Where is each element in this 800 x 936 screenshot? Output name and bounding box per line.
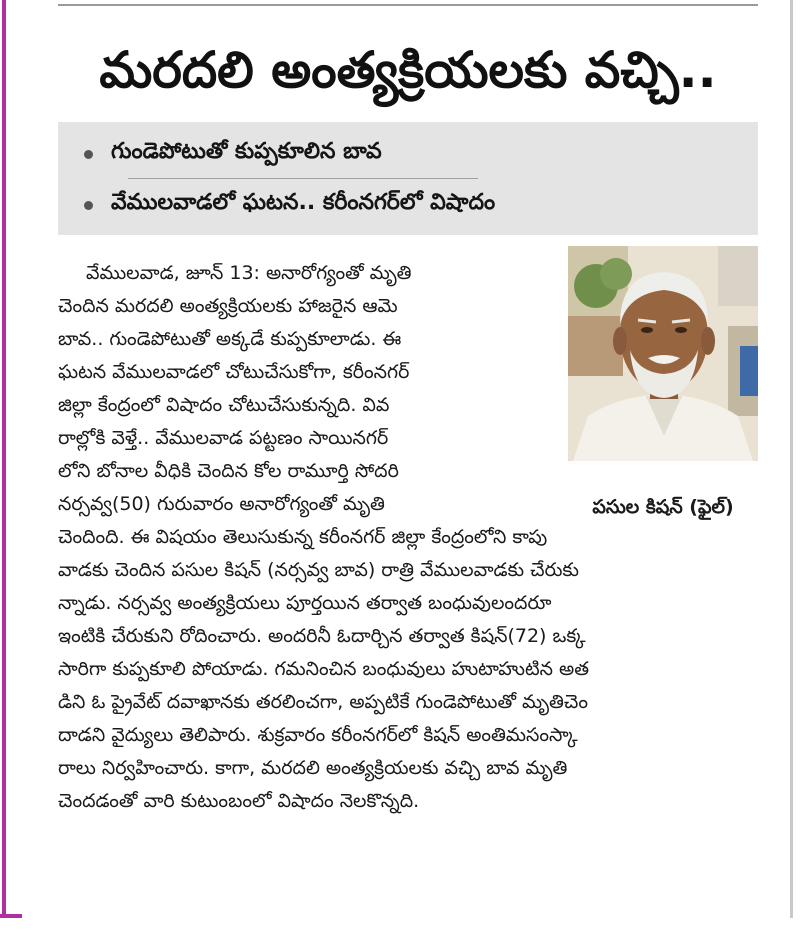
subhead-divider xyxy=(128,178,478,179)
body-text-line: నర్సవ్వ(50) గురువారం అనారోగ్యంతో మృతి xyxy=(58,493,385,515)
body-text-line: వేములవాడ, జూన్‌ 13: అనారోగ్యంతో మృతి xyxy=(86,262,412,284)
body-text-line: న్నాడు. నర్సవ్వ అంత్యక్రియలు పూర్తయిన తర్వాత బంధువులందరూ xyxy=(58,592,552,614)
body-text-line: సారిగా కుప్పకూలి పోయాడు. గమనించిన బంధువులు హుటాహుటిన అత xyxy=(58,658,589,680)
body-text-line: లోని బోనాల వీధికి చెందిన కోల రామూర్తి సోదరి xyxy=(58,460,399,482)
body-text-line: రాల్లోకి వెళ్తే.. వేములవాడ పట్టణం సాయినగర్‌ xyxy=(58,427,389,449)
body-text-line: చెందిన మరదలి అంత్యక్రియలకు హాజరైన ఆమె xyxy=(58,295,398,317)
body-text-line: వాడకు చెందిన పసుల కిషన్‌ (నర్సవ్వ బావ) రాత్రి వేములవాడకు చేరుకు xyxy=(58,559,579,581)
subhead-item xyxy=(58,131,758,177)
bullet-icon xyxy=(84,150,93,159)
body-text-line: చెందింది. ఈ విషయం తెలుసుకున్న కరీంనగర్‌ జిల్లా కేంద్రంలోని కాపు xyxy=(58,526,548,548)
body-text-line: రాలు నిర్వహించారు. కాగా, మరదలి అంత్యక్రియలకు వచ్చి బావ మృతి xyxy=(58,757,568,779)
photo-caption: పసుల కిషన్‌ (ఫైల్‌) xyxy=(592,496,734,518)
body-text-line: ఘటన వేములవాడలో చోటుచేసుకోగా, కరీంనగర్‌ xyxy=(58,361,410,383)
subhead-box xyxy=(58,122,758,235)
bullet-icon xyxy=(84,201,93,210)
article-headline: మరదలి అంత్యక్రియలకు వచ్చి.. xyxy=(99,41,717,99)
left-accent-rule xyxy=(2,0,6,918)
top-divider xyxy=(58,4,758,6)
subhead-item xyxy=(58,182,758,228)
subhead-text: గుండెపోటుతో కుప్పకూలిన బావ xyxy=(111,139,382,164)
body-text-line: బావ.. గుండెపోటుతో అక్కడే కుప్పకూలాడు. ఈ xyxy=(58,328,402,350)
body-text-line: డిని ఓ ప్రైవేట్‌ దవాఖానకు తరలించగా, అప్పటికే గుండెపోటుతో మృతిచెం xyxy=(58,691,588,713)
body-text-line: జిల్లా కేంద్రంలో విషాదం చోటుచేసుకున్నది. వివ xyxy=(58,394,390,416)
body-text-line: ఇంటికి చేరుకుని రోదించారు. అందరినీ ఓదార్చిన తర్వాత కిషన్‌(72) ఒక్క xyxy=(58,625,586,647)
right-divider xyxy=(790,0,793,918)
subhead-text: వేములవాడలో ఘటన.. కరీంనగర్‌లో విషాదం xyxy=(111,190,496,215)
left-accent-rule-foot xyxy=(0,914,22,918)
body-text-line: దాడని వైద్యులు తెలిపారు. శుక్రవారం కరీంనగర్‌లో కిషన్‌ అంతిమసంస్కా xyxy=(58,724,578,746)
portrait-photo xyxy=(568,246,758,461)
body-text-line: చెందడంతో వారి కుటుంబంలో విషాదం నెలకొన్నది. xyxy=(58,790,420,812)
